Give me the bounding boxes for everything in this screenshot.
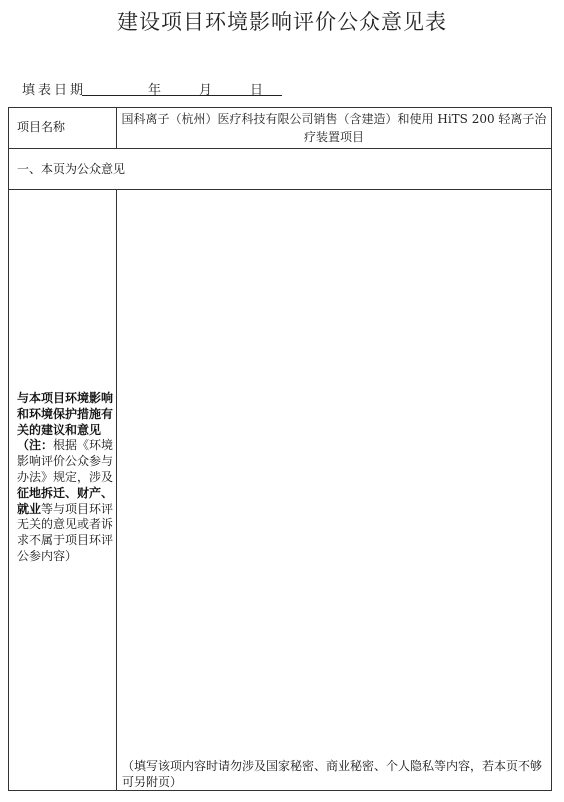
table-divider	[8, 148, 552, 149]
opinion-row-label	[17, 391, 115, 565]
project-name-value: 国科离子（杭州）医疗科技有限公司销售（含建造）和使用 HiTS 200 轻离子治疗装置项目	[121, 112, 547, 144]
day-label: 日	[250, 83, 264, 98]
table-divider	[116, 107, 117, 148]
opinion-input-area[interactable]	[117, 190, 551, 750]
opinion-footer-note: （填写该项内容时请勿涉及国家秘密、商业秘密、个人隐私等内容，若本页不够可另附页）	[122, 759, 543, 789]
form-title: 建设项目环境影响评价公众意见表	[117, 10, 447, 34]
opinion-label-bold: 与本项目环境影响和环境保护措施有关的建议和意见（注：	[17, 391, 114, 453]
month-label: 月	[199, 83, 213, 98]
fill-date-row	[22, 79, 542, 99]
fill-date-label: 填表日期	[22, 83, 87, 98]
project-name-label: 项目名称	[17, 120, 66, 134]
opinion-label-text: 根据《环境影响评价公众参与办法》规定，涉及	[17, 438, 114, 484]
year-label: 年	[148, 83, 162, 98]
section-header: 一、本页为公众意见	[17, 162, 126, 176]
opinion-label-text-2: 等与项目环评无关的意见或者诉求不属于项目环评公参内容）	[17, 501, 114, 563]
opinion-label-bold-2: 征地拆迁、财产、就业	[17, 485, 114, 516]
